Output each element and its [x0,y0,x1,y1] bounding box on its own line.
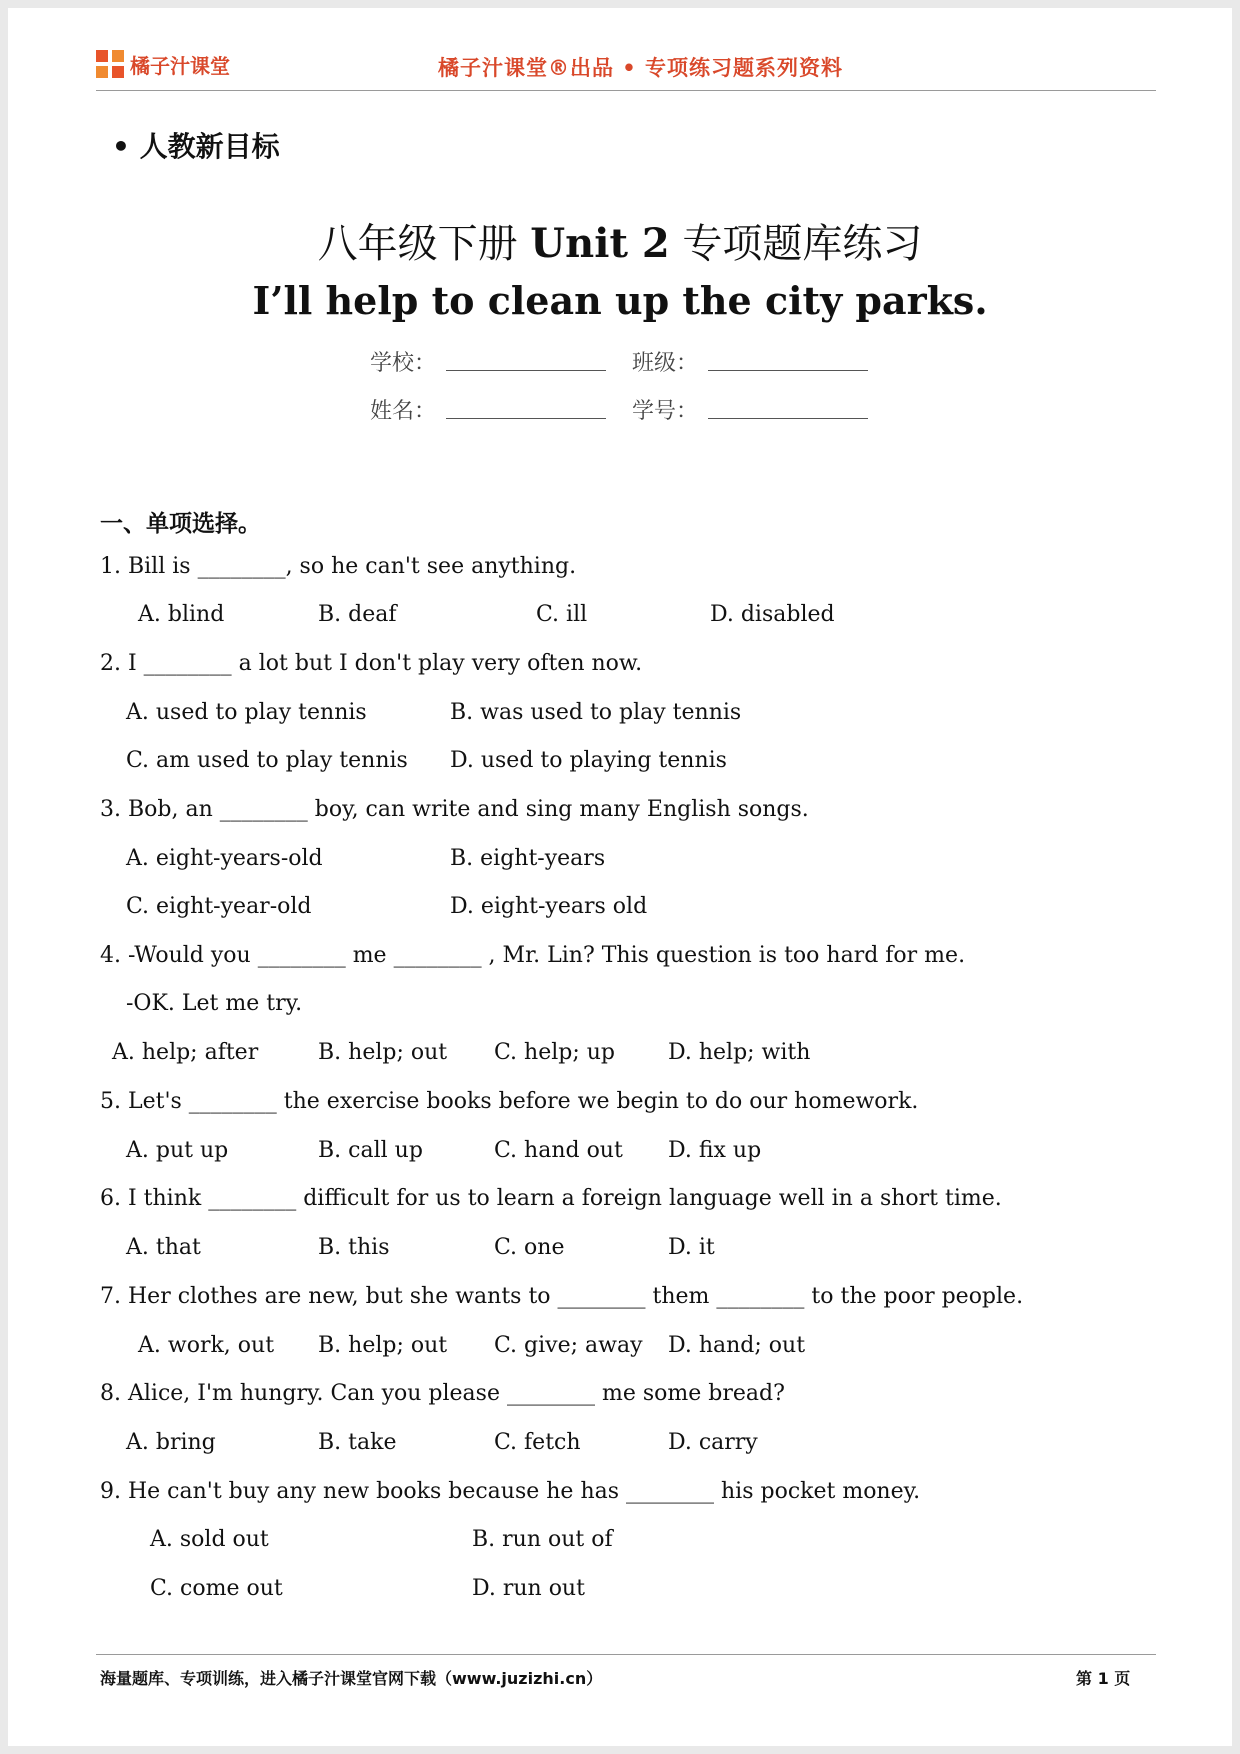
question-3-option-c[interactable]: C. eight-year-old [126,894,312,919]
class-blank[interactable] [708,370,868,371]
question-9-stem: 9. He can't buy any new books because he has ________ his pocket money. [100,1479,921,1504]
question-3-stem: 3. Bob, an ________ boy, can write and sing many English songs. [100,797,809,822]
question-3-option-b[interactable]: B. eight-years [450,846,606,871]
question-5-option-c[interactable]: C. hand out [494,1138,623,1163]
question-2-stem: 2. I ________ a lot but I don't play very often now. [100,651,643,676]
class-label: 班级： [632,351,699,376]
title-cn-post: 专项题库练习 [669,221,923,267]
question-2-option-d[interactable]: D. used to playing tennis [450,748,727,773]
page-title-cn [8,212,1232,269]
question-7-option-d[interactable]: D. hand; out [668,1333,806,1358]
worksheet-page [8,8,1232,1746]
question-1-option-a[interactable]: A. blind [138,602,225,627]
series-label: • 人教新目标 [112,130,280,163]
question-7-option-a[interactable]: A. work, out [138,1333,275,1358]
school-blank[interactable] [446,370,606,371]
question-9-option-b[interactable]: B. run out of [472,1527,613,1552]
question-4-option-a[interactable]: A. help; after [112,1040,259,1065]
question-4-option-c[interactable]: C. help; up [494,1040,615,1065]
question-6-option-d[interactable]: D. it [668,1235,715,1260]
logo-text: 橘子汁课堂 [130,53,230,78]
question-7-stem: 7. Her clothes are new, but she wants to ________ them ________ to the poor people. [100,1284,1024,1309]
question-1-option-b[interactable]: B. deaf [318,602,397,627]
name-label: 姓名： [370,399,437,424]
section-title: 一、单项选择。 [100,510,261,537]
question-5-option-d[interactable]: D. fix up [668,1138,762,1163]
footer-note: 海量题库、专项训练，进入橘子汁课堂官网下载（www.juzizhi.cn） [100,1669,603,1688]
question-5-option-b[interactable]: B. call up [318,1138,423,1163]
question-5-stem: 5. Let's ________ the exercise books before we begin to do our homework. [100,1089,919,1114]
school-label: 学校： [370,351,437,376]
question-7-option-b[interactable]: B. help; out [318,1333,448,1358]
question-9-option-d[interactable]: D. run out [472,1576,585,1601]
name-blank[interactable] [446,418,606,419]
question-4-option-d[interactable]: D. help; with [668,1040,811,1065]
header-title: 橘子汁课堂®出品 • 专项练习题系列资料 [438,56,844,80]
page-title-en: I’ll help to clean up the city parks. [252,278,988,323]
question-8-stem: 8. Alice, I'm hungry. Can you please ________ me some bread? [100,1381,785,1406]
logo-mark-icon [96,50,124,78]
question-6-option-a[interactable]: A. that [126,1235,201,1260]
question-5-option-a[interactable]: A. put up [126,1138,229,1163]
question-6-option-b[interactable]: B. this [318,1235,390,1260]
title-cn-pre: 八年级下册 [317,221,531,267]
page-number: 第 1 页 [1076,1669,1131,1688]
question-4-option-b[interactable]: B. help; out [318,1040,448,1065]
question-3-option-d[interactable]: D. eight-years old [450,894,648,919]
question-6-option-c[interactable]: C. one [494,1235,565,1260]
question-1-option-d[interactable]: D. disabled [710,602,835,627]
question-1-option-c[interactable]: C. ill [536,602,588,627]
question-4-stem: 4. -Would you ________ me ________ , Mr. Lin? This question is too hard for me. [100,943,966,968]
question-2-option-b[interactable]: B. was used to play tennis [450,700,742,725]
question-9-option-c[interactable]: C. come out [150,1576,283,1601]
question-7-option-c[interactable]: C. give; away [494,1333,643,1358]
question-6-stem: 6. I think ________ difficult for us to learn a foreign language well in a short time. [100,1186,1002,1211]
question-8-option-c[interactable]: C. fetch [494,1430,581,1455]
footer-divider [96,1654,1156,1655]
question-9-option-a[interactable]: A. sold out [150,1527,269,1552]
question-3-option-a[interactable]: A. eight-years-old [126,846,323,871]
question-8-option-d[interactable]: D. carry [668,1430,758,1455]
question-2-option-a[interactable]: A. used to play tennis [126,700,367,725]
number-label: 学号： [632,399,699,424]
header-divider [96,90,1156,91]
question-8-option-b[interactable]: B. take [318,1430,397,1455]
question-2-option-c[interactable]: C. am used to play tennis [126,748,408,773]
logo [96,48,230,80]
question-1-stem: 1. Bill is ________, so he can't see anything. [100,554,577,579]
question-8-option-a[interactable]: A. bring [126,1430,216,1455]
title-cn-unit: Unit 2 [530,220,670,267]
question-4-reply: -OK. Let me try. [126,991,303,1016]
number-blank[interactable] [708,418,868,419]
